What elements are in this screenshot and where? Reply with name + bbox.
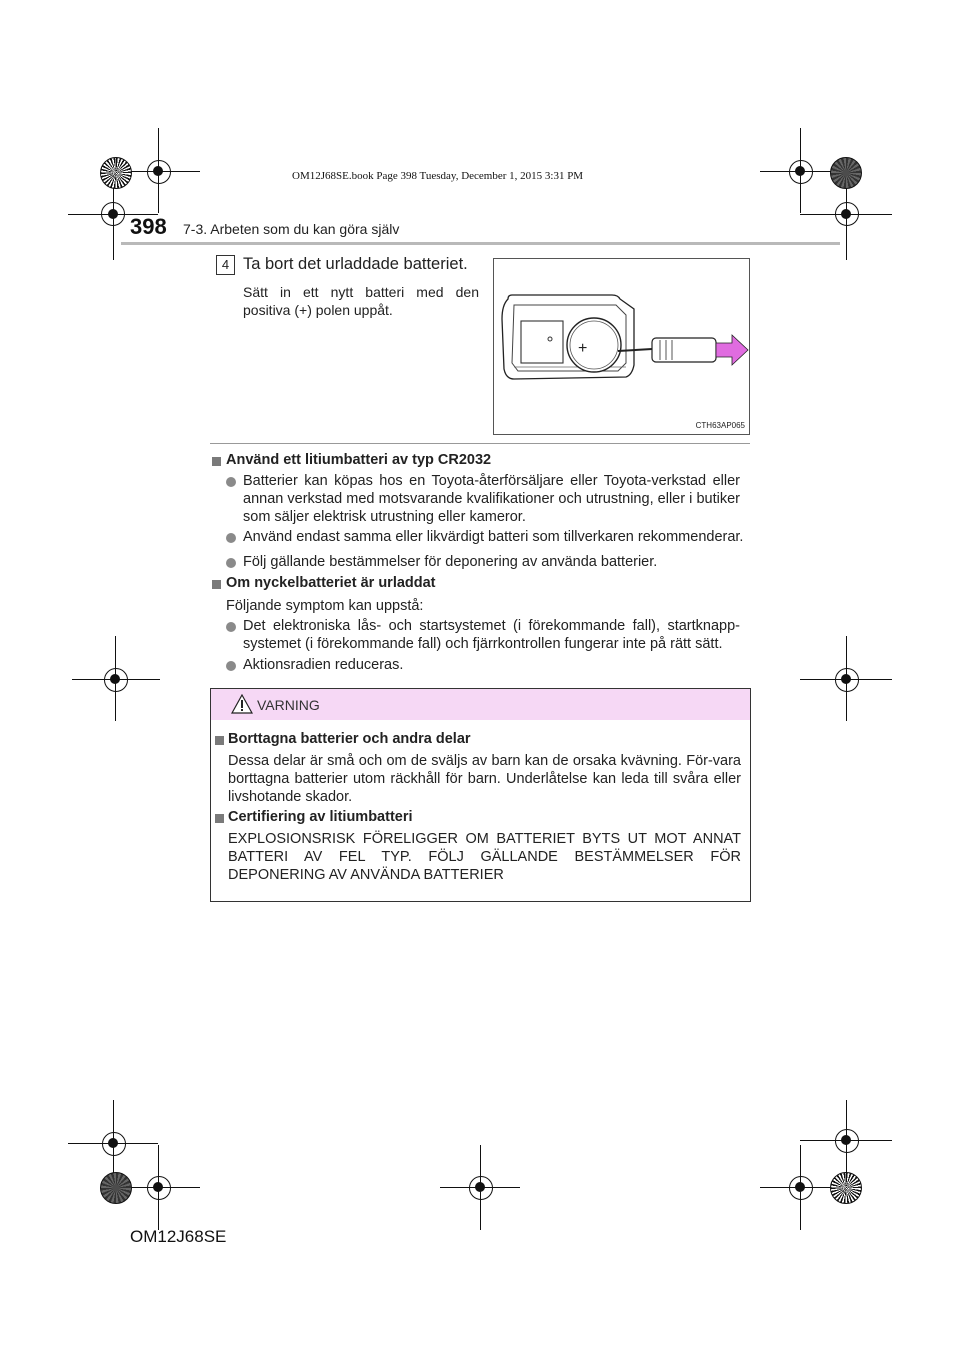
section-separator: [210, 443, 750, 444]
step-title: Ta bort det urladdade batteriet.: [243, 255, 468, 273]
info-bullet-text: Följ gällande bestämmelser för deponering av använda batterier.: [243, 554, 658, 570]
info-lead-text: Följande symptom kan uppstå:: [226, 598, 424, 614]
warning-heading-certification: Certifiering av litiumbatteri: [228, 809, 413, 825]
square-bullet-icon: [215, 736, 224, 745]
footer-code: OM12J68SE: [130, 1227, 227, 1246]
square-bullet-icon: [215, 814, 224, 823]
figure-code: CTH63AP065: [695, 421, 745, 430]
book-tag: OM12J68SE.book Page 398 Tuesday, December 1, 2015 3:31 PM: [292, 170, 584, 182]
warning-box: [210, 688, 751, 902]
warning-text: EXPLOSIONSRISK FÖRELIGGER OM BATTERIET BYTS UT MOT ANNAT BATTERI AV FEL TYP. FÖLJ GÄLLANDE BESTÄMMELSER FÖR DEPONERING AV ANVÄNDA BATTERIER: [228, 831, 741, 883]
warning-heading-removed-batteries: Borttagna batterier och andra delar: [228, 731, 471, 747]
round-bullet-icon: [226, 558, 236, 568]
plus-symbol: +: [578, 340, 588, 357]
info-heading-battery-type: Använd ett litiumbatteri av typ CR2032: [226, 452, 492, 468]
round-bullet-icon: [226, 477, 236, 487]
step-number-badge: 4: [216, 255, 235, 275]
warning-text: Dessa delar är små och om de sväljs av barn kan de orsaka kvävning. För-vara borttagna batterier utom räckhåll för barn. Underlåtelse kan leda till svåra eller livshotande skador.: [228, 753, 741, 805]
info-bullet-text: Batterier kan köpas hos en Toyota-återförsäljare eller Toyota-verkstad eller annan verkstad med motsvarande kvalifikationer och utrustning, eller i butiker som säljer elektrisk utrustning eller kameror.: [243, 473, 740, 525]
header-rule: [121, 242, 840, 245]
color-target-top-left: [100, 157, 132, 189]
warning-triangle-icon: [231, 694, 253, 714]
step-description: Sätt in ett nytt batteri med den positiva (+) polen uppåt.: [243, 284, 479, 318]
key-battery-diagram: [494, 259, 749, 434]
info-heading-key-battery: Om nyckelbatteriet är urladdat: [226, 575, 436, 591]
info-bullet-text: Det elektroniska lås- och startsystemet (i förekommande fall), startknapp-systemet (i förekommande fall) och fjärrkontrollen fungerar inte på rätt sätt.: [243, 618, 740, 652]
info-bullet-text: Använd endast samma eller likvärdigt batteri som tillverkaren rekommenderar.: [243, 529, 744, 545]
square-bullet-icon: [212, 580, 221, 589]
square-bullet-icon: [212, 457, 221, 466]
color-target-bottom-left: [100, 1172, 132, 1204]
battery-illustration: [493, 258, 750, 435]
color-target-bottom-right: [830, 1172, 862, 1204]
warning-header-band: [211, 689, 750, 720]
page-number: 398: [130, 214, 167, 239]
section-title: 7-3. Arbeten som du kan göra själv: [183, 221, 400, 237]
color-target-top-right: [830, 157, 862, 189]
round-bullet-icon: [226, 622, 236, 632]
round-bullet-icon: [226, 533, 236, 543]
info-bullet-text: Aktionsradien reduceras.: [243, 657, 404, 673]
round-bullet-icon: [226, 661, 236, 671]
warning-label: VARNING: [257, 697, 320, 713]
